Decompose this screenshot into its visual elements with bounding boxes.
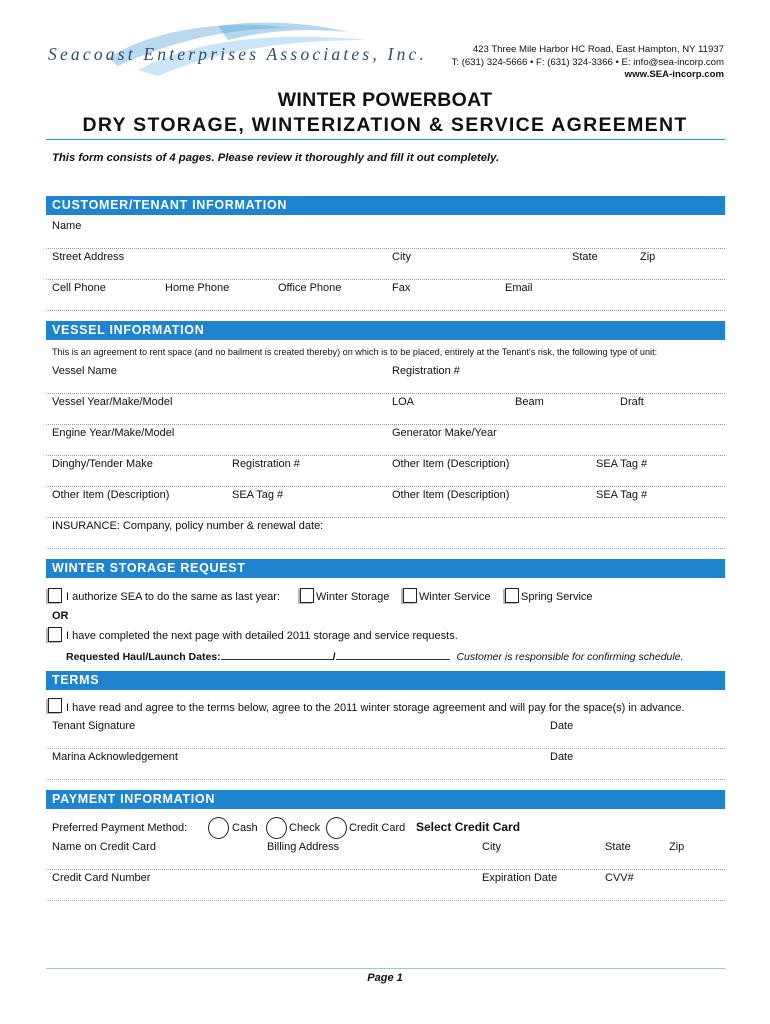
state-field-label[interactable]: State <box>572 251 598 263</box>
haul-date-input[interactable] <box>221 650 333 660</box>
dinghy-make-field-label[interactable]: Dinghy/Tender Make <box>52 458 153 470</box>
tenant-date-field-label[interactable]: Date <box>550 720 574 732</box>
draft-field-label[interactable]: Draft <box>620 396 644 408</box>
billing-zip-field-label[interactable]: Zip <box>669 841 685 853</box>
cvv-field-label[interactable]: CVV# <box>605 872 634 884</box>
field-line <box>46 486 725 487</box>
billing-state-field-label[interactable]: State <box>605 841 631 853</box>
sea-tag-field-label[interactable]: SEA Tag # <box>596 458 648 470</box>
cash-radio[interactable] <box>208 817 229 839</box>
haul-launch-dates-row <box>66 650 684 663</box>
field-line <box>46 279 725 280</box>
other-item-field-label[interactable]: Other Item (Description) <box>52 489 170 501</box>
form-title-line1: WINTER POWERBOAT <box>277 89 493 111</box>
generator-field-label[interactable]: Generator Make/Year <box>392 427 497 439</box>
cell-phone-field-label[interactable]: Cell Phone <box>52 282 106 294</box>
company-address: 423 Three Mile Harbor HC Road, East Hampton, NY 11937 <box>472 44 724 55</box>
winter-service-checkbox[interactable] <box>403 588 417 603</box>
sea-tag-field-label[interactable]: SEA Tag # <box>232 489 284 501</box>
field-line <box>46 393 725 394</box>
marina-ack-field-label[interactable]: Marina Acknowledgement <box>52 751 178 763</box>
office-phone-field-label[interactable]: Office Phone <box>278 282 342 294</box>
other-item-field-label[interactable]: Other Item (Description) <box>392 489 510 501</box>
beam-field-label[interactable]: Beam <box>515 396 544 408</box>
select-credit-card-dropdown[interactable]: Select Credit Card <box>416 820 521 834</box>
marina-date-field-label[interactable]: Date <box>550 751 574 763</box>
payment-method-label: Preferred Payment Method: <box>52 822 188 834</box>
name-field-label[interactable]: Name <box>52 220 82 232</box>
section-vessel-header: VESSEL INFORMATION <box>46 321 725 340</box>
vessel-name-field-label[interactable]: Vessel Name <box>52 365 117 377</box>
zip-field-label[interactable]: Zip <box>640 251 656 263</box>
section-customer-header: CUSTOMER/TENANT INFORMATION <box>46 196 725 215</box>
check-label: Check <box>289 822 321 834</box>
engine-field-label[interactable]: Engine Year/Make/Model <box>52 427 175 439</box>
same-as-last-year-label: I authorize SEA to do the same as last year: <box>66 591 281 603</box>
spring-service-label: Spring Service <box>521 591 593 603</box>
company-phones: T: (631) 324-5666 • F: (631) 324-3366 • E: info@sea-incorp.com <box>451 56 724 68</box>
insurance-field-label[interactable]: INSURANCE: Company, policy number & renewal date: <box>52 520 324 532</box>
completed-next-page-label: I have completed the next page with detailed 2011 storage and service requests. <box>66 630 458 642</box>
footer-divider <box>46 968 725 969</box>
company-name: Seacoast Enterprises Associates, Inc. <box>48 44 428 64</box>
vessel-year-make-model-field-label[interactable]: Vessel Year/Make/Model <box>52 396 173 408</box>
field-line <box>46 900 725 901</box>
home-phone-field-label[interactable]: Home Phone <box>165 282 230 294</box>
field-line <box>46 748 725 749</box>
spring-service-checkbox[interactable] <box>505 588 519 603</box>
title-divider <box>46 139 725 140</box>
card-number-field-label[interactable]: Credit Card Number <box>52 872 151 884</box>
dinghy-registration-field-label[interactable]: Registration # <box>232 458 300 470</box>
company-website[interactable]: www.SEA-incorp.com <box>624 69 724 80</box>
field-line <box>46 517 725 518</box>
check-radio[interactable] <box>266 817 287 839</box>
completed-next-page-checkbox[interactable] <box>48 627 62 642</box>
date-separator: / <box>332 651 336 663</box>
winter-service-label: Winter Service <box>419 591 491 603</box>
agree-terms-checkbox[interactable] <box>48 698 62 713</box>
launch-date-input[interactable] <box>336 650 450 660</box>
loa-field-label[interactable]: LOA <box>392 396 415 408</box>
billing-city-field-label[interactable]: City <box>482 841 501 853</box>
name-on-card-field-label[interactable]: Name on Credit Card <box>52 841 156 853</box>
credit-card-label: Credit Card <box>349 822 406 834</box>
schedule-note: Customer is responsible for confirming schedule. <box>456 651 684 663</box>
section-payment-header: PAYMENT INFORMATION <box>46 790 725 809</box>
or-divider-label: OR <box>52 610 69 622</box>
expiration-field-label[interactable]: Expiration Date <box>482 872 558 884</box>
fax-field-label[interactable]: Fax <box>392 282 411 294</box>
agree-terms-label: I have read and agree to the terms below, agree to the 2011 winter storage agreement and will pay for the space(s) in advance. <box>66 702 685 714</box>
winter-storage-checkbox[interactable] <box>300 588 314 603</box>
field-line <box>46 248 725 249</box>
company-contact <box>452 44 724 82</box>
sea-tag-field-label[interactable]: SEA Tag # <box>596 489 648 501</box>
form-title-line2: DRY STORAGE, WINTERIZATION & SERVICE AGREEMENT <box>82 114 688 136</box>
city-field-label[interactable]: City <box>392 251 411 263</box>
haul-launch-dates-label: Requested Haul/Launch Dates: <box>66 651 221 663</box>
field-line <box>46 869 725 870</box>
street-field-label[interactable]: Street Address <box>52 251 125 263</box>
field-line <box>46 548 725 549</box>
same-as-last-year-checkbox[interactable] <box>48 588 62 603</box>
email-field-label[interactable]: Email <box>505 282 533 294</box>
tenant-signature-field-label[interactable]: Tenant Signature <box>52 720 136 732</box>
cash-label: Cash <box>232 822 258 834</box>
winter-storage-label: Winter Storage <box>316 591 390 603</box>
form-intro: This form consists of 4 pages. Please review it thoroughly and fill it out completely. <box>52 152 500 164</box>
vessel-agreement-note: This is an agreement to rent space (and no bailment is created thereby) on which is to be placed, entirely at the Tenant's risk, the following type of unit: <box>52 347 658 357</box>
page-number: Page 1 <box>367 972 403 984</box>
field-line <box>46 424 725 425</box>
field-line <box>46 779 725 780</box>
field-line <box>46 455 725 456</box>
credit-card-radio[interactable] <box>326 817 347 839</box>
field-line <box>46 310 725 311</box>
billing-address-field-label[interactable]: Billing Address <box>267 841 340 853</box>
section-storage-header: WINTER STORAGE REQUEST <box>46 559 725 578</box>
section-terms-header: TERMS <box>46 671 725 690</box>
other-item-field-label[interactable]: Other Item (Description) <box>392 458 510 470</box>
registration-field-label[interactable]: Registration # <box>392 365 460 377</box>
